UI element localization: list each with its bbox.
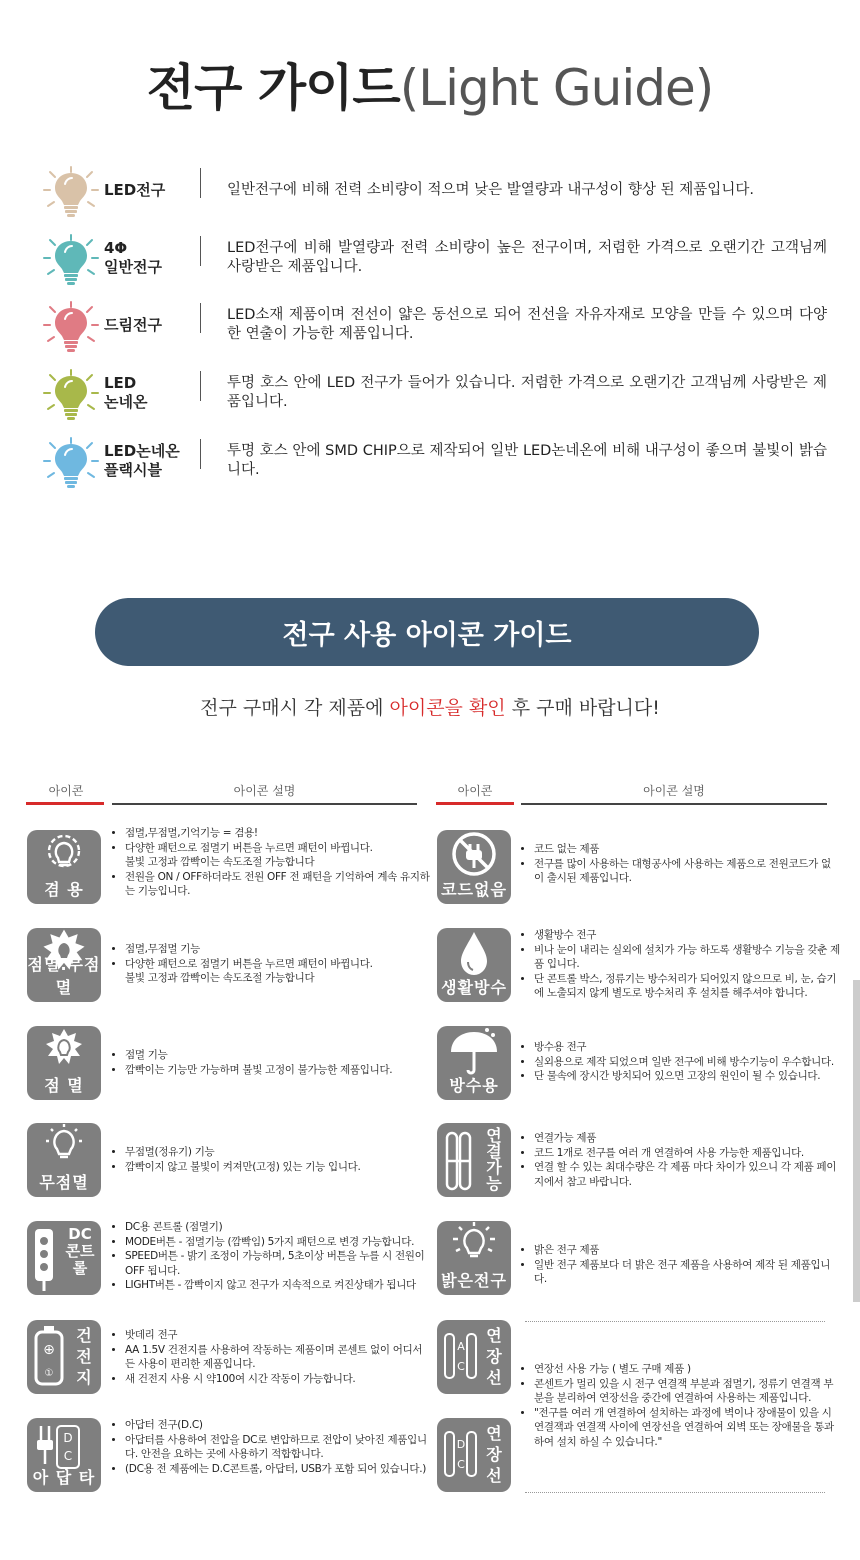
icon-tile [437,830,511,904]
icon-tile [27,1418,101,1492]
bulb-type-description: 일반전구에 비해 전력 소비량이 적으며 낮은 발열량과 내구성이 향상 된 제품입니다. [227,181,754,198]
notice-highlight: 아이콘을 확인 [389,697,506,719]
description-line: • LIGHT버튼 - 깜빡이지 않고 전구가 지속적으로 켜진상태가 됩니다 [125,1278,430,1293]
icon-tile [437,1026,511,1100]
description-line: • 실외용으로 제작 되었으며 일반 전구에 비해 방수기능이 우수합니다. [534,1055,840,1070]
description-line: • 점멸 기능 [125,1048,430,1063]
bulb-type-description: LED소재 제품이며 전선이 얇은 동선으로 되어 전선을 자유자재로 모양을 만들 수 있으며 다양한 연출이 가능한 제품입니다. [227,307,827,342]
icon-tile [437,1123,511,1197]
svg-text:C: C [457,1458,465,1471]
description-line: • 단 물속에 장시간 방치되어 있으면 고장의 원인이 될 수 있습니다. [534,1069,840,1084]
icon-tile-label: 밝은전구 [441,1271,507,1290]
description-line: • 아답터 전구(D.C) [125,1418,430,1433]
bulb-gear-icon [27,830,101,884]
scrollbar[interactable] [853,980,860,1302]
col-underline-gray [112,803,417,805]
icon-description [113,1048,430,1077]
svg-text:C: C [457,1360,465,1373]
divider [200,303,201,333]
bulb-type-row [42,160,842,220]
description-line: • 점멸,무점멸 기능 [125,942,430,957]
icon-tile-label: 점멸.무점멸 [27,955,101,997]
icon-tile [27,1320,101,1394]
bulb-type-name: 4Φ 일반전구 [104,239,162,276]
col-header-desc-left: 아이콘 설명 [233,784,296,798]
extension-divider-bottom [525,1492,825,1493]
bulb-type-row [42,228,842,288]
icon-tile [27,1026,101,1100]
icon-description [113,1328,430,1386]
description-line: • 다양한 패턴으로 점멸기 버튼을 누르면 패턴이 바뀝니다. 불빛 고정과 깜빡이는 속도조절 가능합니다 [125,841,430,870]
svg-text:①: ① [44,1368,54,1379]
svg-text:A: A [457,1340,465,1353]
bulb-type-row [42,363,842,423]
bulb-type-row [42,431,842,491]
icon-tile-label: 건전지 [76,1326,92,1387]
bulb-type-description: LED전구에 비해 발열량과 전력 소비량이 높은 전구이며, 저렴한 가격으로 오랜기간 고객님께 사랑받은 제품입니다. [227,240,827,275]
icon-tile-label: DC콘트롤 [65,1225,95,1277]
description-line: • 연결 할 수 있는 최대수량은 각 제품 마다 차이가 있으니 각 제품 페이지에서 참고 바랍니다. [534,1160,840,1189]
icon-tile-label: 연결가능 [486,1126,502,1193]
description-line: • 깜빡이지 않고 불빛이 켜져만(고정) 있는 기능 입니다. [125,1160,430,1175]
icon-tile-label: 생활방수 [441,978,507,997]
description-line: • 코드 1개로 전구를 여러 개 연결하여 사용 가능한 제품입니다. [534,1146,840,1161]
description-line: • 전원을 ON / OFF하더라도 전원 OFF 전 패턴을 기억하여 계속 유지하는 기능입니다. [125,870,430,899]
icon-tile-label: 코드없음 [441,880,507,899]
description-line: • 다양한 패턴으로 점멸기 버튼을 누르면 패턴이 바뀝니다. 불빛 고정과 깜빡이는 속도조절 가능합니다 [125,957,430,986]
extension-divider-top [525,1321,825,1322]
title-english: (Light Guide) [399,59,714,117]
svg-text:D: D [456,1438,466,1451]
icon-tile [27,1123,101,1197]
icon-description [113,1145,430,1174]
col-header-icon-left: 아이콘 [48,784,84,798]
description-line: • 깜빡이는 기능만 가능하며 불빛 고정이 불가능한 제품입니다. [125,1063,430,1078]
description-line: • 단 콘트롤 박스, 정류기는 방수처리가 되어있지 않으므로 비, 눈, 습기에 노출되지 않게 별도로 방수처리 후 설치를 해주셔야 합니다. [534,972,840,1001]
icon-description [522,928,840,1001]
divider [200,371,201,401]
description-line: • 방수용 전구 [534,1040,840,1055]
description-line: • 연결가능 제품 [534,1131,840,1146]
description-line: • (DC용 전 제품에는 D.C콘트롤, 아답터, USB가 포함 되어 있습니다.) [125,1462,430,1477]
bulb-type-name: LED논네온 플랙시블 [104,442,180,479]
col-header-desc-right: 아이콘 설명 [643,784,705,798]
description-line: • 아답터를 사용하여 전압을 DC로 변압하므로 전압이 낮아진 제품입니다. 안전을 요하는 곳에 사용하기 적합합니다. [125,1433,430,1462]
icon-tile [27,830,101,904]
description-line: • 밝은 전구 제품 [534,1243,840,1258]
icon-guide-banner: 전구 사용 아이콘 가이드 [95,598,759,666]
icon-description [113,826,430,899]
icon-tile [27,1221,101,1295]
title-korean: 전구 가이드 [146,59,400,117]
description-line: • 코드 없는 제품 [534,842,840,857]
description-line: • "전구를 여러 개 연결하여 설치하는 과정에 벽이나 장애물이 있을 시 연결잭과 연결잭 사이에 연장선을 연결하여 외벽 또는 장애물을 통과하여 설치 하실 수 있습니다." [534,1406,840,1450]
icon-tile [437,1221,511,1295]
description-line: • 밧데리 전구 [125,1328,430,1343]
bulb-type-row [42,295,842,355]
bulb-type-name: LED전구 [104,180,166,199]
description-line: • 연장선 사용 가능 ( 별도 구매 제품 ) [534,1362,840,1377]
icon-description [113,942,430,986]
bulb-type-description: 투명 호스 안에 LED 전구가 들어가 있습니다. 저렴한 가격으로 오랜기간 고객님께 사랑받은 제품입니다. [227,375,827,410]
icon-tile [437,1320,511,1394]
extension-note [522,1362,840,1449]
description-line: • AA 1.5V 건전지를 사용하여 작동하는 제품이며 콘센트 없이 어디서든 사용이 편리한 제품입니다. [125,1343,430,1372]
svg-text:C: C [63,1449,73,1463]
description-line: • 생활방수 전구 [534,928,840,943]
icon-description [113,1418,430,1476]
icon-tile [437,1418,511,1492]
page-title [0,48,860,120]
icon-tile-label: 아 답 타 [32,1468,96,1487]
bulb-steady-icon [27,1123,101,1177]
icon-tile-label: 무점멸 [39,1173,89,1192]
description-line: • 새 건전지 사용 시 약100여 시간 작동이 가능합니다. [125,1372,430,1387]
col-underline-red [26,802,104,805]
icon-description [522,1243,840,1287]
description-line: • MODE버튼 - 점멸기능 (깜빡임) 5가지 패턴으로 변경 가능합니다. [125,1235,430,1250]
icon-description [113,1220,430,1293]
description-line: • 일반 전구 제품보다 더 밝은 전구 제품을 사용하여 제작 된 제품입니다. [534,1258,840,1287]
bulb-type-name: 드림전구 [104,315,162,334]
svg-text:⊕: ⊕ [43,1342,55,1358]
svg-text:D: D [63,1431,73,1445]
divider [200,168,201,198]
col-underline-gray [521,803,827,805]
icon-tile-label: 겸 용 [44,880,84,899]
bulb-burst-icon [27,1026,101,1080]
divider [200,439,201,469]
col-header-icon-right: 아이콘 [457,784,493,798]
icon-tile [27,928,101,1002]
icon-tile-label: 점 멸 [44,1076,84,1095]
description-line: • 콘센트가 멀리 있을 시 전구 연결잭 부분과 점멸기, 정류기 연결잭 부분을 분리하여 연장선을 중간에 연결하여 사용하는 제품입니다. [534,1377,840,1406]
icon-description [522,1040,840,1084]
icon-description [522,1131,840,1189]
description-line: • 무점멸(정유기) 기능 [125,1145,430,1160]
description-line: • 전구를 많이 사용하는 대형공사에 사용하는 제품으로 전원코드가 없이 출시된 제품입니다. [534,857,840,886]
bulb-type-name: LED 논네온 [104,374,148,411]
col-underline-red [436,802,514,805]
bulb-type-description: 투명 호스 안에 SMD CHIP으로 제작되어 일반 LED논네온에 비해 내구성이 좋으며 불빛이 밝습니다. [227,443,827,478]
divider [200,236,201,266]
description-line: • 비나 눈이 내리는 실외에 설치가 가능 하도록 생활방수 기능을 갖춘 제품 입니다. [534,943,840,972]
icon-tile [437,928,511,1002]
purchase-notice: 전구 구매시 각 제품에 아이콘을 확인 후 구매 바랍니다! [200,697,660,719]
description-line: • DC용 콘트롤 (점멸기) [125,1220,430,1235]
icon-tile-label: 연장선 [486,1326,502,1387]
description-line: • SPEED버튼 - 밝기 조정이 가능하며, 5초이상 버튼을 누를 시 전원이 OFF 됩니다. [125,1249,430,1278]
bright-bulb-icon [437,1221,511,1275]
icon-tile-label: 방수용 [449,1076,499,1095]
icon-tile-label: 연장선 [486,1424,502,1485]
description-line: • 점멸,무점멸,기억기능 = 겸용! [125,826,430,841]
icon-description [522,842,840,886]
